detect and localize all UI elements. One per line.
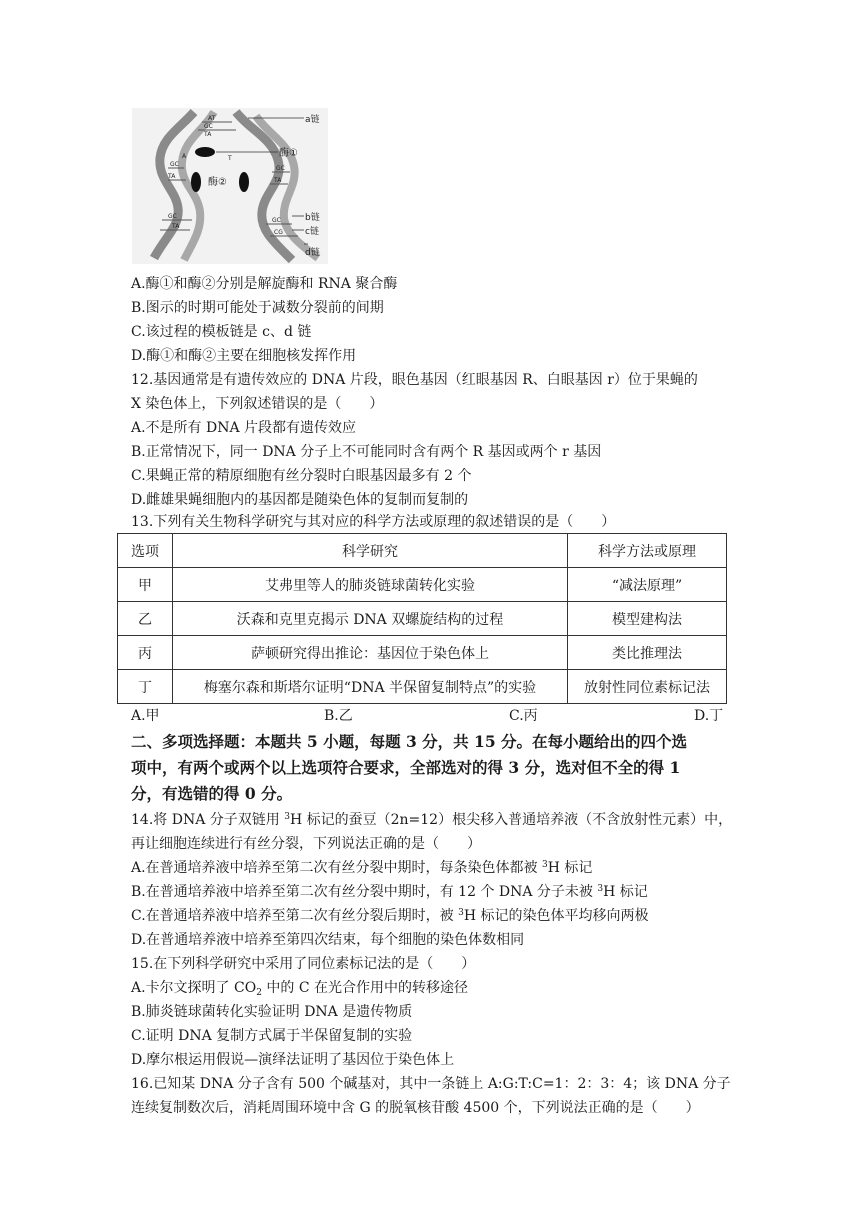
q12-stem-line-1: 12.基因通常是有遗传效应的 DNA 片段，眼色基因（红眼基因 R、白眼基因 r）位于果蝇的 (131, 372, 698, 388)
section-2-heading-line-3: 分，有选错的得 0 分。 (131, 784, 293, 803)
q13-table (117, 533, 727, 704)
label-c-chain: c链 (305, 227, 319, 237)
q12-option-a: A.不是所有 DNA 片段都有遗传效应 (131, 420, 357, 436)
text-run: H 标记 (603, 884, 648, 900)
superscript: 3 (458, 908, 464, 918)
table-cell: 沃森和克里克揭示 DNA 双螺旋结构的过程 (173, 602, 568, 636)
q14-option-c (131, 906, 731, 926)
table-cell: 丁 (118, 670, 173, 704)
text-run: 中的 C 在光合作用中的转移途径 (261, 980, 468, 996)
q13-stem: 13.下列有关生物科学研究与其对应的科学方法或原理的叙述错误的是（ ） (131, 514, 616, 530)
superscript: 3 (284, 812, 290, 822)
base-label: A (182, 153, 187, 160)
section-2-heading-line-1: 二、多项选择题：本题共 5 小题，每题 3 分，共 15 分。在每小题给出的四个选 (131, 732, 688, 751)
bp-label: TA (168, 173, 176, 180)
enzyme-2-left-shape (191, 172, 201, 192)
q14-option-b (131, 882, 731, 902)
text-run: H 标记 (547, 860, 593, 876)
q12-option-b: B.正常情况下，同一 DNA 分子上不可能同时含有两个 R 基因或两个 r 基因 (131, 444, 602, 460)
q15-option-b: B.肺炎链球菌转化实验证明 DNA 是遗传物质 (131, 1004, 413, 1020)
table-cell: 甲 (118, 568, 173, 602)
text-run: B.在普通培养液中培养至第二次有丝分裂中期时，有 12 个 DNA 分子未被 (131, 884, 598, 900)
q15-option-d: D.摩尔根运用假说—演绎法证明了基因位于染色体上 (131, 1052, 455, 1068)
table-row (118, 636, 727, 670)
q12-option-c: C.果蝇正常的精原细胞有丝分裂时白眼基因最多有 2 个 (131, 468, 472, 484)
bp-label: GC (276, 165, 285, 172)
label-b-chain: b链 (305, 213, 320, 223)
q14-option-d: D.在普通培养液中培养至第四次结束，每个细胞的染色体数相同 (131, 932, 525, 948)
bp-label: CG (274, 229, 283, 236)
q16-stem-line-1: 16.已知某 DNA 分子含有 500 个碱基对，其中一条链上 A:G:T:C=1：2：3：4；该 DNA 分子 (131, 1076, 731, 1092)
bp-label: TA (172, 223, 180, 230)
table-header-cell: 科学研究 (173, 534, 568, 568)
text-run: A.在普通培养液中培养至第二次有丝分裂中期时，每条染色体都被 (131, 860, 543, 876)
table-cell: 放射性同位素标记法 (568, 670, 727, 704)
text-run: H 标记的蚕豆（2n=12）根尖移入普通培养液（不含放射性元素）中， (289, 812, 733, 828)
text-run: A.卡尔文探明了 CO (131, 980, 257, 996)
table-header-row (118, 534, 727, 568)
subscript: 2 (256, 988, 262, 998)
bp-label: GC (170, 161, 179, 168)
bp-label: TA (274, 177, 282, 184)
enzyme-2-right-shape (239, 172, 249, 192)
table-cell: 模型建构法 (568, 602, 727, 636)
q13-option-a: A.甲 (131, 708, 160, 724)
bp-label: TA (204, 131, 212, 138)
q11-option-a: A.酶①和酶②分别是解旋酶和 RNA 聚合酶 (131, 276, 398, 292)
label-d-chain: d链 (305, 248, 320, 258)
label-enzyme-2: 酶② (208, 177, 227, 188)
label-enzyme-1: 酶① (279, 148, 298, 159)
table-cell: 类比推理法 (568, 636, 727, 670)
dna-replication-figure (132, 108, 328, 264)
table-cell: “减法原理” (568, 568, 727, 602)
table-row (118, 602, 727, 636)
q15-option-a (131, 978, 731, 998)
section-2-heading-line-2: 项中，有两个或两个以上选项符合要求，全部选对的得 3 分，选对但不全的得 1 (131, 758, 681, 777)
base-label: T (228, 155, 232, 162)
superscript: 3 (542, 860, 548, 870)
table-header-cell: 科学方法或原理 (568, 534, 727, 568)
table-row (118, 670, 727, 704)
table-cell: 萨顿研究得出推论：基因位于染色体上 (173, 636, 568, 670)
text-run: C.在普通培养液中培养至第二次有丝分裂后期时，被 (131, 908, 459, 924)
q12-stem-line-2: X 染色体上，下列叙述错误的是（ ） (131, 396, 384, 412)
table-cell: 丙 (118, 636, 173, 670)
q13-option-b: B.乙 (324, 708, 353, 724)
q16-stem-line-2: 连续复制数次后，消耗周围环境中含 G 的脱氧核苷酸 4500 个，下列说法正确的是（ ） (131, 1100, 700, 1116)
superscript: 3 (597, 884, 604, 894)
q12-option-d: D.雌雄果蝇细胞内的基因都是随染色体的复制而复制的 (131, 492, 469, 508)
q11-option-c: C.该过程的模板链是 c、d 链 (131, 324, 312, 340)
bp-label: GC (272, 217, 281, 224)
q11-option-d: D.酶①和酶②主要在细胞核发挥作用 (131, 348, 357, 364)
q15-option-c: C.证明 DNA 复制方式属于半保留复制的实验 (131, 1028, 413, 1044)
table-cell: 梅塞尔森和斯塔尔证明“DNA 半保留复制特点”的实验 (173, 670, 568, 704)
q13-option-d: D.丁 (694, 708, 724, 724)
table-cell: 乙 (118, 602, 173, 636)
bp-label: AT (208, 115, 216, 122)
q11-option-b: B.图示的时期可能处于减数分裂前的间期 (131, 300, 384, 316)
q15-stem: 15.在下列科学研究中采用了同位素标记法的是（ ） (131, 956, 476, 972)
label-a-chain: a链 (305, 115, 320, 125)
q14-option-a (131, 858, 731, 878)
table-header-cell: 选项 (118, 534, 173, 568)
q14-stem-line-1 (131, 810, 731, 830)
table-row (118, 568, 727, 602)
q14-stem-line-2: 再让细胞连续进行有丝分裂，下列说法正确的是（ ） (131, 836, 481, 852)
q13-option-c: C.丙 (509, 708, 538, 724)
enzyme-1-shape (195, 147, 215, 157)
text-run: H 标记的染色体平均移向两极 (463, 908, 649, 924)
bp-label: GC (204, 123, 213, 130)
bp-label: GC (168, 213, 177, 220)
text-run: 14.将 DNA 分子双链用 (131, 812, 285, 828)
table-cell: 艾弗里等人的肺炎链球菌转化实验 (173, 568, 568, 602)
